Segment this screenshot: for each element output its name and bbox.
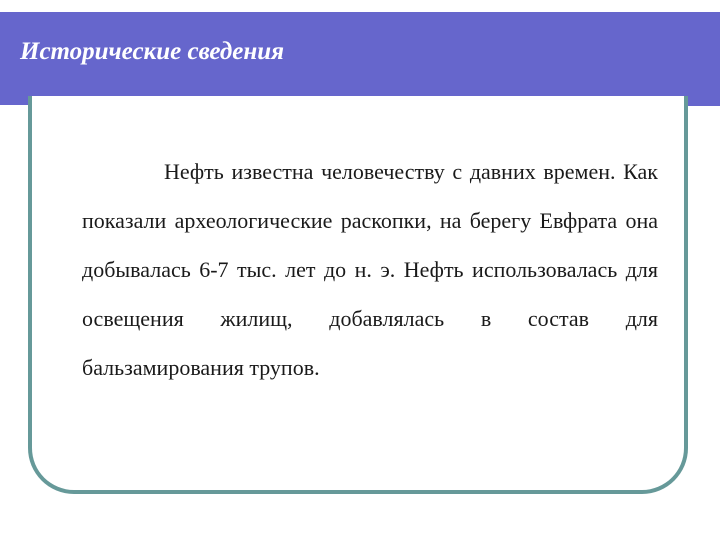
body-paragraph: Нефть известна человечеству с давних времен. Как показали археологические раскопки, на берегу Евфрата она добывалась 6-7 тыс. лет до н. э. Нефть использовалась для освещения жилищ, добавлялась в состав для бальзамирования трупов. [82, 159, 658, 380]
slide-title: Исторические сведения [20, 38, 285, 65]
